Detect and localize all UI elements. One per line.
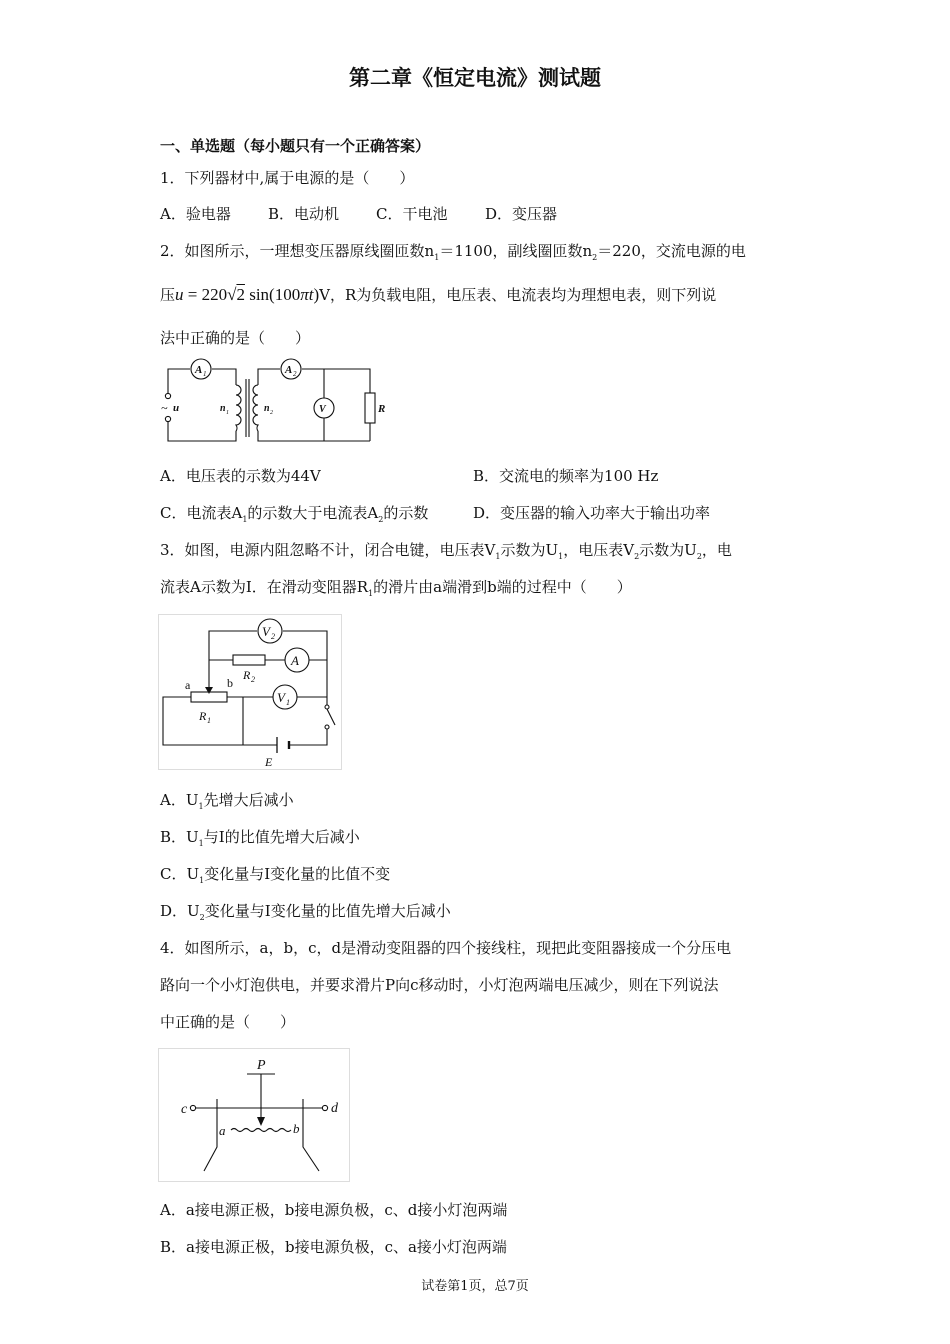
q3-option-a: A．$U_1$先增大后减小 <box>160 791 294 811</box>
svg-text:A: A <box>291 653 299 668</box>
svg-text:2: 2 <box>271 632 275 641</box>
svg-text:E: E <box>265 755 273 769</box>
q1-option-a: A．验电器 <box>160 205 231 223</box>
q4-stem-line2: 路向一个小灯泡供电，并要求滑片P向c移动时，小灯泡两端电压减少，则在下列说法 <box>160 976 719 994</box>
svg-text:b: b <box>227 676 233 690</box>
svg-text:1: 1 <box>226 410 229 416</box>
q2-option-a: A．电压表的示数为44V <box>160 467 321 485</box>
svg-text:R: R <box>243 668 251 682</box>
svg-text:a: a <box>219 1123 226 1138</box>
svg-text:1: 1 <box>286 698 290 707</box>
q3-stem-line2: 流表A示数为I．在滑动变阻器$R_1$的滑片由a端滑到b端的过程中（ ） <box>160 578 632 598</box>
svg-text:A: A <box>195 364 203 376</box>
load-resistor <box>365 393 385 423</box>
q4-option-b: B．a接电源正极，b接电源负极，c、a接小灯泡两端 <box>160 1238 507 1256</box>
svg-text:V: V <box>262 624 270 639</box>
svg-text:V: V <box>277 690 285 705</box>
svg-text:R: R <box>378 403 386 415</box>
svg-text:1: 1 <box>203 370 207 378</box>
q1-option-d: D．变压器 <box>485 205 558 223</box>
battery-e <box>264 737 289 769</box>
voltmeter-v2 <box>258 619 282 643</box>
slide-rheostat-figure <box>158 1048 350 1182</box>
transformer-coils <box>236 379 258 437</box>
top-rod <box>181 1101 339 1117</box>
svg-text:a: a <box>185 678 191 692</box>
voltmeter <box>314 398 334 418</box>
svg-text:c: c <box>181 1102 188 1117</box>
rheostat-circuit-figure <box>158 614 342 770</box>
q2-option-b: B．交流电的频率为100 Hz <box>473 467 659 485</box>
q3-option-b: B．$U_1$与I的比值先增大后减小 <box>160 828 360 848</box>
transformer-circuit-figure <box>158 355 390 447</box>
q2-stem-line2: 压u = 220√2 sin(100πt)V，R为负载电阻，电压表、电流表均为理想电表，则下列说 <box>160 285 717 304</box>
q3-stem-line1: 3．如图，电源内阻忽略不计，闭合电键，电压表$V_1$示数为$U_1$，电压表$V_2$示数为$U_2$，电 <box>160 541 732 561</box>
ammeter-a <box>285 648 309 672</box>
svg-text:V: V <box>319 404 326 415</box>
q1-option-b: B．电动机 <box>268 205 340 223</box>
label-n1: n <box>220 403 226 414</box>
svg-text:1: 1 <box>207 716 211 725</box>
svg-text:b: b <box>293 1121 300 1136</box>
svg-text:R: R <box>199 709 207 723</box>
slider-p <box>247 1058 275 1126</box>
q2-stem-line3: 法中正确的是（ ） <box>160 329 311 347</box>
source-label-u: u <box>173 402 180 414</box>
q4-stem-line3: 中正确的是（ ） <box>160 1013 296 1031</box>
ammeter-a1 <box>191 359 211 379</box>
ammeter-a2 <box>281 359 301 379</box>
voltmeter-v1 <box>273 685 297 709</box>
q2-stem-line1: 2．如图所示，一理想变压器原线圈匝数$n_1=1100$，副线圈匝数$n_2=220$，交流电源的电 <box>160 242 746 262</box>
svg-text:P: P <box>257 1058 266 1073</box>
q1-stem: 1．下列器材中,属于电源的是（ ） <box>160 169 415 187</box>
resistor-r2 <box>233 655 265 684</box>
q2-option-c: C．电流表$A_1$的示数大于电流表$A_2$的示数 <box>160 504 429 524</box>
svg-text:2: 2 <box>251 675 255 684</box>
ac-source-symbol: ~ <box>161 401 168 415</box>
q3-option-c: C．$U_1$变化量与I变化量的比值不变 <box>160 865 391 885</box>
svg-text:d: d <box>331 1101 338 1116</box>
q4-option-a: A．a接电源正极，b接电源负极，c、d接小灯泡两端 <box>160 1201 508 1219</box>
section-heading: 一、单选题（每小题只有一个正确答案） <box>160 137 431 155</box>
coil-resistance-wire <box>219 1121 300 1138</box>
voltage-formula: u = 220√2 sin(100πt) <box>175 285 320 304</box>
svg-text:2: 2 <box>270 410 273 416</box>
svg-text:2: 2 <box>293 370 297 378</box>
label-n2: n <box>264 403 270 414</box>
q2-option-d: D．变压器的输入功率大于输出功率 <box>473 504 711 522</box>
q3-option-d: D．$U_2$变化量与I变化量的比值先增大后减小 <box>160 902 451 922</box>
page-title: 第二章《恒定电流》测试题 <box>349 66 601 90</box>
q4-stem-line1: 4．如图所示，a，b，c，d是滑动变阻器的四个接线柱，现把此变阻器接成一个分压电 <box>160 939 732 957</box>
q1-option-c: C．干电池 <box>376 205 448 223</box>
svg-text:A: A <box>285 364 293 376</box>
page-footer: 试卷第1页，总7页 <box>421 1279 529 1294</box>
switch <box>325 705 335 729</box>
